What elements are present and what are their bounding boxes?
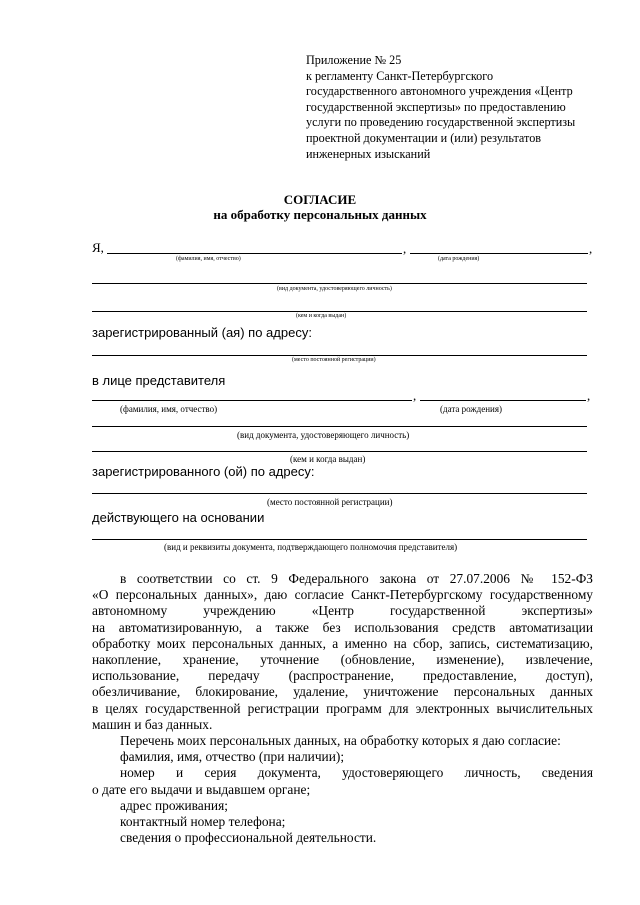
basis-field[interactable] [92, 539, 587, 540]
issued-by-caption: (кем и когда выдан) [296, 313, 347, 319]
registered-address-field[interactable] [92, 355, 587, 356]
comma: , [403, 241, 407, 256]
appendix-line: государственного автономного учреждения «Центр [306, 84, 573, 99]
list-intro: Перечень моих персональных данных, на обработку которых я даю согласие: [120, 733, 561, 749]
consent-line: в целях государственной регистрации программ для электронных вычислительных [92, 700, 593, 716]
appendix-line: проектной документации и (или) результатов [306, 130, 542, 145]
comma: , [587, 388, 591, 403]
appendix-line: к регламенту Санкт-Петербургского [306, 68, 494, 83]
rep-issued-by-caption: (кем и когда выдан) [290, 454, 366, 464]
rep-id-document-caption: (вид документа, удостоверяющего личность) [237, 430, 410, 440]
birthdate-field[interactable] [410, 253, 588, 254]
appendix-line: Приложение № 25 [306, 53, 402, 67]
rep-registered-address-caption: (место постоянной регистрации) [267, 497, 393, 507]
appendix-line: инженерных изысканий [306, 146, 431, 161]
consent-line: машин и баз данных. [92, 716, 213, 732]
list-item: фамилия, имя, отчество (при наличии); [120, 749, 345, 765]
rep-issued-by-field[interactable] [92, 451, 587, 452]
registered-address-caption: (место постоянной регистрации) [292, 357, 376, 363]
rep-fio-caption: (фамилия, имя, отчество) [120, 404, 218, 414]
appendix-header [306, 53, 616, 162]
id-document-field[interactable] [92, 283, 587, 284]
ya-label: Я, [92, 240, 104, 255]
consent-line: использование, передачу (распространение, предоставление, доступ), [92, 668, 593, 684]
id-document-caption: (вид документа, удостоверяющего личность) [277, 286, 392, 292]
representative-label: в лице представителя [92, 373, 226, 388]
birthdate-caption: (дата рождения) [438, 256, 480, 262]
consent-text [92, 571, 593, 846]
rep-birthdate-field[interactable] [420, 400, 586, 401]
consent-line: на автоматизированную, а также без использования средств автоматизации [92, 619, 593, 635]
appendix-line: услуги по проведению государственной экспертизы [306, 115, 576, 130]
document-subtitle: на обработку персональных данных [213, 207, 427, 222]
registered-address-label: зарегистрированный (ая) по адресу: [92, 325, 312, 340]
consent-line: обработку моих персональных данных, а именно на сбор, запись, систематизацию, [92, 635, 593, 651]
rep-registered-address-field[interactable] [92, 493, 587, 494]
list-item: сведения о профессиональной деятельности. [120, 830, 377, 846]
comma: , [589, 241, 593, 256]
basis-label: действующего на основании [92, 510, 265, 525]
fio-caption: (фамилия, имя, отчество) [176, 256, 241, 262]
fio-field[interactable] [107, 253, 402, 254]
comma: , [413, 388, 417, 403]
list-item: адрес проживания; [120, 797, 228, 813]
appendix-line: государственной экспертизы» по предоставлению [306, 99, 566, 114]
rep-fio-field[interactable] [92, 400, 412, 401]
consent-line: автономному учреждению «Центр государственной экспертизы» [92, 603, 593, 619]
basis-caption: (вид и реквизиты документа, подтверждающего полномочия представителя) [164, 542, 458, 552]
issued-by-field[interactable] [92, 311, 587, 312]
consent-line: в соответствии со ст. 9 Федерального закона от 27.07.2006 № 152-ФЗ [120, 571, 593, 586]
consent-line: накопление, хранение, уточнение (обновление, изменение), извлечение, [92, 652, 593, 668]
rep-birthdate-caption: (дата рождения) [440, 404, 502, 414]
document-title: СОГЛАСИЕ [283, 192, 357, 207]
rep-id-document-field[interactable] [92, 426, 587, 427]
consent-line: «О персональных данных», даю согласие Санкт-Петербургскому государственному [92, 587, 593, 603]
list-item: номер и серия документа, удостоверяющего личность, сведения [120, 765, 593, 781]
consent-line: обезличивание, блокирование, удаление, уничтожение персональных данных [92, 684, 593, 700]
list-item: о дате его выдачи и выдавшем органе; [92, 781, 311, 797]
rep-registered-address-label: зарегистрированного (ой) по адресу: [92, 464, 315, 479]
list-item: контактный номер телефона; [120, 814, 286, 830]
